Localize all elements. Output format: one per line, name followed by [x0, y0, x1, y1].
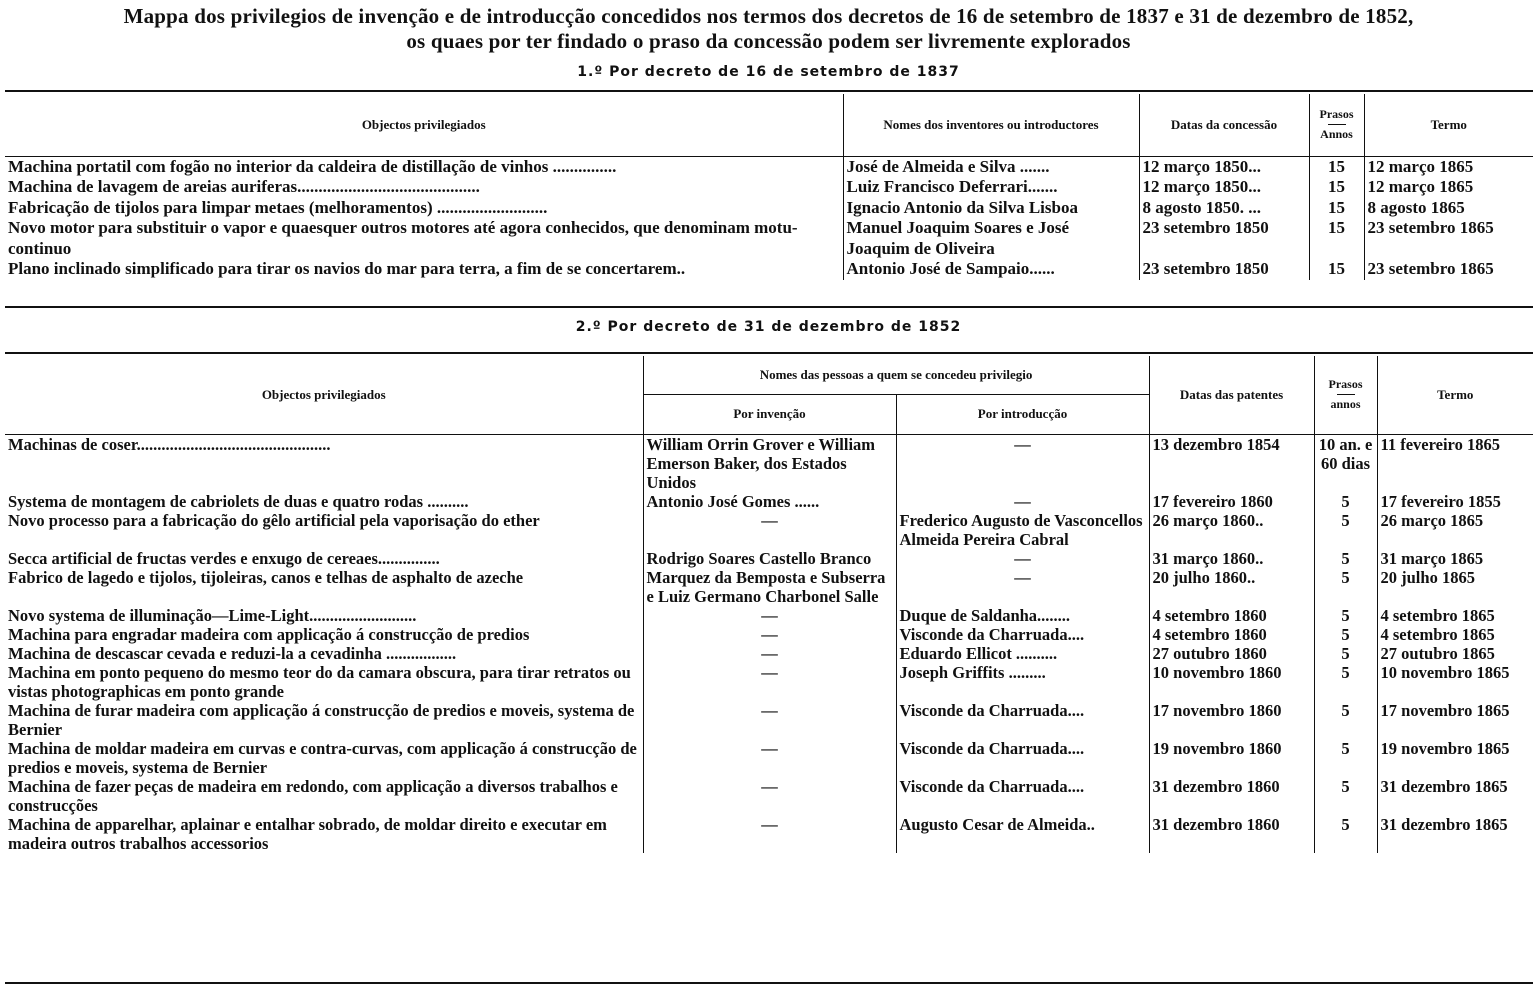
invencao-cell: —	[643, 777, 896, 815]
termo-cell: 11 fevereiro 1865	[1377, 434, 1533, 492]
objecto-cell: Fabricação de tijolos para limpar metaes (melhoramentos) ..........................	[8, 197, 548, 217]
section2-header-row-1	[5, 356, 1533, 394]
header2-objectos: Objectos privilegiados	[261, 386, 386, 402]
invencao-cell: —	[643, 701, 896, 739]
praso-cell: 15	[1309, 259, 1364, 280]
table-row	[5, 625, 1533, 644]
header-termo: Termo	[1364, 94, 1533, 156]
objecto-cell: Machinas de coser...............................................	[8, 434, 331, 454]
data-cell: 31 dezembro 1860	[1149, 777, 1314, 815]
section1-bottom-rule	[5, 306, 1533, 308]
termo-cell: 20 julho 1865	[1377, 568, 1533, 606]
objecto-cell: Machina de descascar cevada e reduzi-la a cevadinha .................	[8, 643, 457, 663]
objecto-cell: Machina de apparelhar, aplainar e entalhar sobrado, de moldar direito e executar em madeira outros trabalhos accessorios	[8, 814, 607, 853]
table-row	[5, 156, 1533, 177]
document-title-line1: Mappa dos privilegios de invenção e de introducção concedidos nos termos dos decretos de 16 de setembro de 1837 e 31 de dezembro de 1852,	[123, 4, 1414, 28]
invencao-cell: —	[643, 739, 896, 777]
termo-cell: 8 agosto 1865	[1364, 198, 1533, 219]
objecto-cell: Machina em ponto pequeno do mesmo teor do da camara obscura, para tirar retratos ou vistas photographicas em ponto grande	[8, 662, 631, 701]
header-objectos: Objectos privilegiados	[361, 116, 486, 132]
section2-table	[5, 356, 1533, 853]
praso-cell: 5	[1314, 625, 1377, 644]
termo-cell: 26 março 1865	[1377, 511, 1533, 549]
table-row	[5, 492, 1533, 511]
objecto-cell: Novo motor para substituir o vapor e quaesquer outros motores até agora conhecidos, que denominam motu-continuo	[8, 218, 798, 258]
invencao-cell: —	[643, 663, 896, 701]
header2-introduccao: Por introducção	[896, 394, 1149, 434]
header2-prasos-label: Prasos	[1328, 377, 1363, 392]
data-cell: 12 março 1850...	[1139, 177, 1309, 198]
termo-cell: 19 novembro 1865	[1377, 739, 1533, 777]
invencao-cell: Rodrigo Soares Castello Branco	[643, 549, 896, 568]
praso-cell: 5	[1314, 644, 1377, 663]
praso-cell: 5	[1314, 815, 1377, 853]
introduccao-cell: —	[896, 568, 1149, 606]
objecto-cell: Machina de lavagem de areias auriferas...........................................	[8, 177, 480, 196]
header2-invencao: Por invenção	[643, 394, 896, 434]
termo-cell: 31 dezembro 1865	[1377, 777, 1533, 815]
section1-table	[5, 94, 1533, 280]
data-cell: 4 setembro 1860	[1149, 606, 1314, 625]
header2-prasos-divider	[1337, 394, 1355, 395]
section2-bottom-rule	[5, 982, 1533, 984]
introduccao-cell: Eduardo Ellicot ..........	[896, 644, 1149, 663]
nome-cell: Manuel Joaquim Soares e José Joaquim de Oliveira	[843, 218, 1139, 259]
introduccao-cell: Joseph Griffits .........	[896, 663, 1149, 701]
data-cell: 20 julho 1860..	[1149, 568, 1314, 606]
objecto-cell: Machina portatil com fogão no interior da caldeira de distillação de vinhos ...............	[8, 156, 617, 176]
data-cell: 31 dezembro 1860	[1149, 815, 1314, 853]
header-datas: Datas da concessão	[1139, 94, 1309, 156]
termo-cell: 10 novembro 1865	[1377, 663, 1533, 701]
objecto-cell: Systema de montagem de cabriolets de duas e quatro rodas ..........	[8, 491, 469, 511]
section1-top-rule	[5, 90, 1533, 92]
praso-cell: 5	[1314, 606, 1377, 625]
nome-cell: Ignacio Antonio da Silva Lisboa	[843, 198, 1139, 219]
section2-top-rule	[5, 352, 1533, 354]
praso-cell: 15	[1309, 177, 1364, 198]
termo-cell: 17 fevereiro 1855	[1377, 492, 1533, 511]
data-cell: 12 março 1850...	[1139, 156, 1309, 177]
objecto-cell: Fabrico de lagedo e tijolos, tijoleiras, canos e telhas de asphalto de azeche	[8, 567, 524, 587]
data-cell: 27 outubro 1860	[1149, 644, 1314, 663]
data-cell: 10 novembro 1860	[1149, 663, 1314, 701]
invencao-cell: —	[643, 511, 896, 549]
table-row	[5, 701, 1533, 739]
data-cell: 19 novembro 1860	[1149, 739, 1314, 777]
praso-cell: 5	[1314, 492, 1377, 511]
section2-body	[5, 434, 1533, 853]
data-cell: 13 dezembro 1854	[1149, 434, 1314, 492]
header2-termo: Termo	[1377, 356, 1533, 434]
praso-cell: 15	[1309, 218, 1364, 259]
data-cell: 8 agosto 1850. ...	[1139, 198, 1309, 219]
header-prasos	[1309, 94, 1364, 156]
header2-annos-label: annos	[1330, 397, 1361, 412]
termo-cell: 12 março 1865	[1364, 177, 1533, 198]
header2-datas: Datas das patentes	[1149, 356, 1314, 434]
praso-cell: 5	[1314, 663, 1377, 701]
data-cell: 26 março 1860..	[1149, 511, 1314, 549]
nome-cell: José de Almeida e Silva .......	[843, 156, 1139, 177]
section1-header-row	[5, 94, 1533, 156]
data-cell: 23 setembro 1850	[1139, 259, 1309, 280]
termo-cell: 17 novembro 1865	[1377, 701, 1533, 739]
table-row	[5, 663, 1533, 701]
table-row	[5, 606, 1533, 625]
objecto-cell: Machina de furar madeira com applicação á construcção de predios e moveis, systema de Bernier	[8, 700, 635, 739]
data-cell: 17 novembro 1860	[1149, 701, 1314, 739]
data-cell: 17 fevereiro 1860	[1149, 492, 1314, 511]
introduccao-cell: —	[896, 492, 1149, 511]
praso-cell: 15	[1309, 198, 1364, 219]
data-cell: 31 março 1860..	[1149, 549, 1314, 568]
introduccao-cell: Visconde da Charruada....	[896, 777, 1149, 815]
invencao-cell: Marquez da Bemposta e Subserra e Luiz Germano Charbonel Salle	[643, 568, 896, 606]
nome-cell: Luiz Francisco Deferrari.......	[843, 177, 1139, 198]
praso-cell: 5	[1314, 549, 1377, 568]
invencao-cell: —	[643, 644, 896, 663]
termo-cell: 31 dezembro 1865	[1377, 815, 1533, 853]
invencao-cell: Antonio José Gomes ......	[643, 492, 896, 511]
objecto-cell: Machina para engradar madeira com applicação á construcção de predios	[8, 624, 530, 644]
introduccao-cell: Visconde da Charruada....	[896, 625, 1149, 644]
objecto-cell: Secca artificial de fructas verdes e enxugo de cereaes...............	[8, 548, 440, 568]
nome-cell: Antonio José de Sampaio......	[843, 259, 1139, 280]
header-prasos-divider	[1328, 124, 1346, 125]
termo-cell: 23 setembro 1865	[1364, 218, 1533, 259]
table-row	[5, 511, 1533, 549]
document-title-line2: os quaes por ter findado o praso da concessão podem ser livremente explorados	[406, 29, 1131, 53]
praso-cell: 5	[1314, 777, 1377, 815]
praso-cell: 5	[1314, 568, 1377, 606]
objecto-cell: Machina de fazer peças de madeira em redondo, com applicação a diversos trabalhos e construcções	[8, 776, 618, 815]
termo-cell: 31 março 1865	[1377, 549, 1533, 568]
objecto-cell: Plano inclinado simplificado para tirar os navios do mar para terra, a fim de se concertarem..	[8, 259, 686, 278]
table-row	[5, 259, 1533, 280]
praso-cell: 5	[1314, 701, 1377, 739]
data-cell: 4 setembro 1860	[1149, 625, 1314, 644]
termo-cell: 4 setembro 1865	[1377, 606, 1533, 625]
introduccao-cell: Augusto Cesar de Almeida..	[896, 815, 1149, 853]
invencao-cell: William Orrin Grover e William Emerson Baker, dos Estados Unidos	[643, 434, 896, 492]
table-row	[5, 198, 1533, 219]
invencao-cell: —	[643, 815, 896, 853]
objecto-cell: Novo systema de illuminação—Lime-Light..........................	[8, 605, 417, 625]
header-nomes: Nomes dos inventores ou introductores	[843, 94, 1139, 156]
header-annos-label: Annos	[1320, 127, 1353, 142]
section1-title: 1.º Por decreto de 16 de setembro de 1837	[577, 64, 960, 80]
introduccao-cell: Visconde da Charruada....	[896, 739, 1149, 777]
termo-cell: 27 outubro 1865	[1377, 644, 1533, 663]
table-row	[5, 218, 1533, 259]
introduccao-cell: —	[896, 434, 1149, 492]
praso-cell: 15	[1309, 156, 1364, 177]
objecto-cell: Novo processo para a fabricação do gêlo artificial pela vaporisação do ether	[8, 510, 540, 530]
table-row	[5, 777, 1533, 815]
objecto-cell: Machina de moldar madeira em curvas e contra-curvas, com applicação á construcção de predios e moveis, systema de Bernier	[8, 738, 637, 777]
introduccao-cell: Frederico Augusto de Vasconcellos Almeida Pereira Cabral	[896, 511, 1149, 549]
introduccao-cell: —	[896, 549, 1149, 568]
section1-body	[5, 156, 1533, 280]
table-row	[5, 739, 1533, 777]
header2-nomes: Nomes das pessoas a quem se concedeu privilegio	[643, 356, 1149, 394]
table-row	[5, 177, 1533, 198]
table-row	[5, 568, 1533, 606]
termo-cell: 4 setembro 1865	[1377, 625, 1533, 644]
praso-cell: 5	[1314, 511, 1377, 549]
section2-title: 2.º Por decreto de 31 de dezembro de 1852	[575, 319, 962, 335]
termo-cell: 23 setembro 1865	[1364, 259, 1533, 280]
invencao-cell: —	[643, 625, 896, 644]
data-cell: 23 setembro 1850	[1139, 218, 1309, 259]
table-row	[5, 549, 1533, 568]
praso-cell: 10 an. e 60 dias	[1314, 434, 1377, 492]
invencao-cell: —	[643, 606, 896, 625]
header-prasos-label: Prasos	[1319, 107, 1354, 122]
introduccao-cell: Duque de Saldanha........	[896, 606, 1149, 625]
table-row	[5, 434, 1533, 492]
table-row	[5, 644, 1533, 663]
introduccao-cell: Visconde da Charruada....	[896, 701, 1149, 739]
table-row	[5, 815, 1533, 853]
header2-prasos	[1314, 356, 1377, 434]
praso-cell: 5	[1314, 739, 1377, 777]
termo-cell: 12 março 1865	[1364, 156, 1533, 177]
